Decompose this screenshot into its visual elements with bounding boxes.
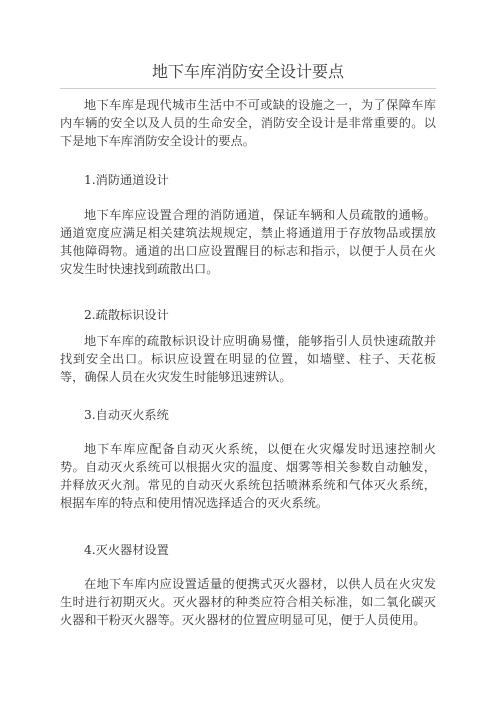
section-heading-2: 2.疏散标识设计 — [84, 308, 169, 322]
section-heading-1: 1.消防通道设计 — [84, 173, 169, 187]
section-paragraph-3: 地下车库应配备自动灭火系统，以便在火灾爆发时迅速控制火势。自动灭火系统可以根据火灾的温度、烟雾等相关参数自动触发，并释放灭火剂。常见的自动灭火系统包括喷淋系统和气体灭火系统，根据车库的特点和使用情况选择适合的灭火系统。 — [60, 442, 436, 510]
section-paragraph-4: 在地下车库内应设置适量的便携式灭火器材，以供人员在火灾发生时进行初期灭火。灭火器材的种类应符合相关标准，如二氧化碳灭火器和干粉灭火器等。灭火器材的位置应明显可见，便于人员使用。 — [60, 577, 436, 627]
intro-paragraph: 地下车库是现代城市生活中不可或缺的设施之一，为了保障车库内车辆的安全以及人员的生命安全，消防安全设计是非常重要的。以下是地下车库消防安全设计的要点。 — [60, 98, 436, 148]
section-paragraph-2: 地下车库的疏散标识设计应明确易懂，能够指引人员快速疏散并找到安全出口。标识应设置在明显的位置，如墙壁、柱子、天花板等，确保人员在火灾发生时能够迅速辨认。 — [60, 334, 436, 384]
section-heading-4: 4.灭火器材设置 — [84, 543, 169, 557]
title-divider — [60, 88, 436, 89]
section-heading-3: 3.自动灭火系统 — [84, 408, 169, 422]
document-title: 地下车库消防安全设计要点 — [151, 62, 344, 81]
section-paragraph-1: 地下车库应设置合理的消防通道，保证车辆和人员疏散的通畅。通道宽度应满足相关建筑法规规定，禁止将通道用于存放物品或摆放其他障碍物。通道的出口应设置醒目的标志和指示，以便于人员在火灾发生时快速找到疏散出口。 — [60, 208, 436, 276]
